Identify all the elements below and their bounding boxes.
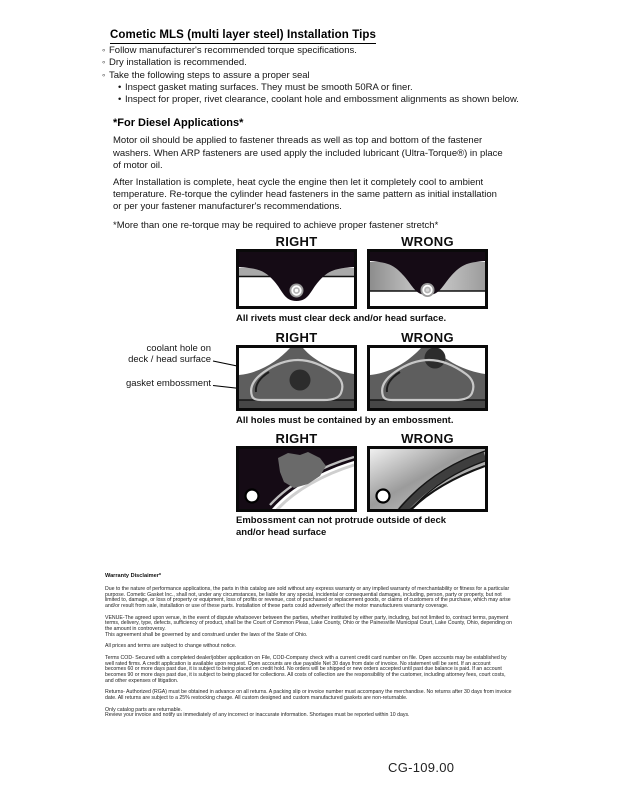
tip-bullet bbox=[102, 45, 532, 57]
embossment-wrong-diagram bbox=[367, 446, 488, 512]
tip-sub-bullet bbox=[102, 82, 532, 94]
page-number: CG-109.00 bbox=[388, 760, 455, 775]
wrong-label: WRONG bbox=[401, 234, 454, 249]
rivet-wrong-diagram bbox=[367, 249, 488, 309]
holes-right-diagram bbox=[236, 345, 357, 411]
right-label: RIGHT bbox=[275, 234, 318, 249]
tip-sub-bullet-text: Inspect gasket mating surfaces. They must be smooth 50RA or finer. bbox=[125, 81, 413, 93]
warranty-paragraph: Terms COD- Secured with a completed dealer/jobber application on File, COD-Company check with a current credit card number on file. Open accounts may be established by well rated firms. A credit application is available upon request. Open accounts are due payable Net 30 days from date of invoice. No statement will be sent. If an account becomes 60 or more days past due, it is subject to being placed on credit hold. No orders will be shipped or new orders accepted until past due balance is paid. If an account becomes 90 or more days past due, it is subject to being placed for collections. All costs of collection are the responsibility of the customer, including attorney fees, court costs, and other expenses of litigation. bbox=[105, 654, 507, 684]
tip-bullet bbox=[102, 57, 532, 69]
tip-bullet-text: Dry installation is recommended. bbox=[109, 57, 247, 69]
bullet-marker: ◦ bbox=[102, 69, 106, 81]
diesel-heading: *For Diesel Applications* bbox=[113, 117, 244, 129]
bullet-marker: • bbox=[118, 94, 122, 106]
diesel-paragraph: Motor oil should be applied to fastener threads as well as top and bottom of the fastener washers. When ARP fasteners are used apply the included lubricant (Ultra-Torque®) in place of motor oil. bbox=[113, 135, 503, 171]
warranty-heading: Warranty Disclaimer* bbox=[105, 573, 162, 579]
embossment-right-diagram bbox=[236, 446, 357, 512]
tip-bullet-text: Follow manufacturer's recommended torque specifications. bbox=[109, 45, 357, 56]
rivet-right-diagram bbox=[236, 249, 357, 309]
warranty-paragraph: All prices and terms are subject to change without notice. bbox=[105, 643, 237, 650]
holes-caption: All holes must be contained by an embossment. bbox=[236, 415, 454, 426]
holes-wrong-diagram bbox=[367, 345, 488, 411]
warranty-paragraph: VENUE-The agreed upon venue, in the event of dispute whatsoever between the parties, whether instituted by either party, including, but not limited to, contract terms, payment terms, delivery, type, defects, sufficiency of product, shall be the Court of Common Pleas, Lake County, Ohio or the Painesville Municipal Court, Lake County, Ohio, depending on the amount in controversy. bbox=[105, 614, 513, 633]
diesel-paragraph: After Installation is complete, heat cycle the engine then let it completely cool to ambient temperature. Re-torque the cylinder head fasteners in the same pattern as initial installation or per your fastener manufacturer's recommendations. bbox=[113, 176, 497, 213]
wrong-label: WRONG bbox=[401, 431, 454, 446]
warranty-paragraph: Returns- Authorized (RGA) must be obtained in advance on all returns. A packing slip or invoice number must accompany the merchandise. No returns after 30 days from invoice date. All returns are subject to a 25% restocking charge. All custom designed and custom manufactured gaskets are non-returnable. bbox=[105, 689, 512, 702]
right-label: RIGHT bbox=[275, 431, 318, 446]
embossment-caption: Embossment can not protrude outside of deck and/or head surface bbox=[236, 515, 447, 538]
tip-bullet bbox=[102, 70, 532, 82]
diesel-note: *More than one re-torque may be required to achieve proper fastener stretch* bbox=[113, 219, 439, 231]
warranty-paragraph: Review your invoice and notify us immediately of any incorrect or inaccurate information. Shortages must be reported within 10 days. bbox=[105, 712, 410, 719]
gasket-embossment-annotation: gasket embossment bbox=[125, 378, 211, 389]
rivet-caption: All rivets must clear deck and/or head surface. bbox=[236, 313, 447, 324]
warranty-disclaimer bbox=[105, 574, 513, 725]
tip-bullet-text: Take the following steps to assure a proper seal bbox=[109, 69, 310, 81]
warranty-paragraph: Due to the nature of performance applications, the parts in this catalog are sold without any express warranty or any implied warranty of merchantability or fitness for a particular purpose. Cometic Gasket Inc., shall not, under any circumstances, be liable for any special, incidental or consequential damages, including, person, party or property, but not limited to, damage, or loss of property or equipment, loss of profits or revenue, cost of purchased or replacement goods, or claims of customers of the purchase, which may arise and/or result from sale, installation or use of these parts. Installation of these parts could adversely affect the motor manufacturers warranty coverage. bbox=[105, 585, 511, 610]
bullet-marker: • bbox=[118, 81, 122, 93]
page-title: Cometic MLS (multi layer steel) Installation Tips bbox=[110, 29, 376, 44]
coolant-hole-annotation: coolant hole on deck / head surface bbox=[128, 343, 211, 365]
right-label: RIGHT bbox=[275, 330, 318, 345]
warranty-paragraph: This agreement shall be governed by and construed under the laws of the State of Ohio. bbox=[105, 631, 308, 638]
warranty-paragraph: Only catalog parts are returnable. bbox=[105, 706, 182, 713]
tips-list bbox=[102, 45, 532, 106]
tip-sub-bullet bbox=[102, 94, 532, 106]
bullet-marker: ◦ bbox=[102, 57, 106, 69]
bullet-marker: ◦ bbox=[102, 45, 106, 56]
tip-sub-bullet-text: Inspect for proper, rivet clearance, coolant hole and embossment alignments as shown below. bbox=[125, 94, 519, 106]
diesel-section bbox=[113, 117, 505, 236]
wrong-label: WRONG bbox=[401, 330, 454, 345]
